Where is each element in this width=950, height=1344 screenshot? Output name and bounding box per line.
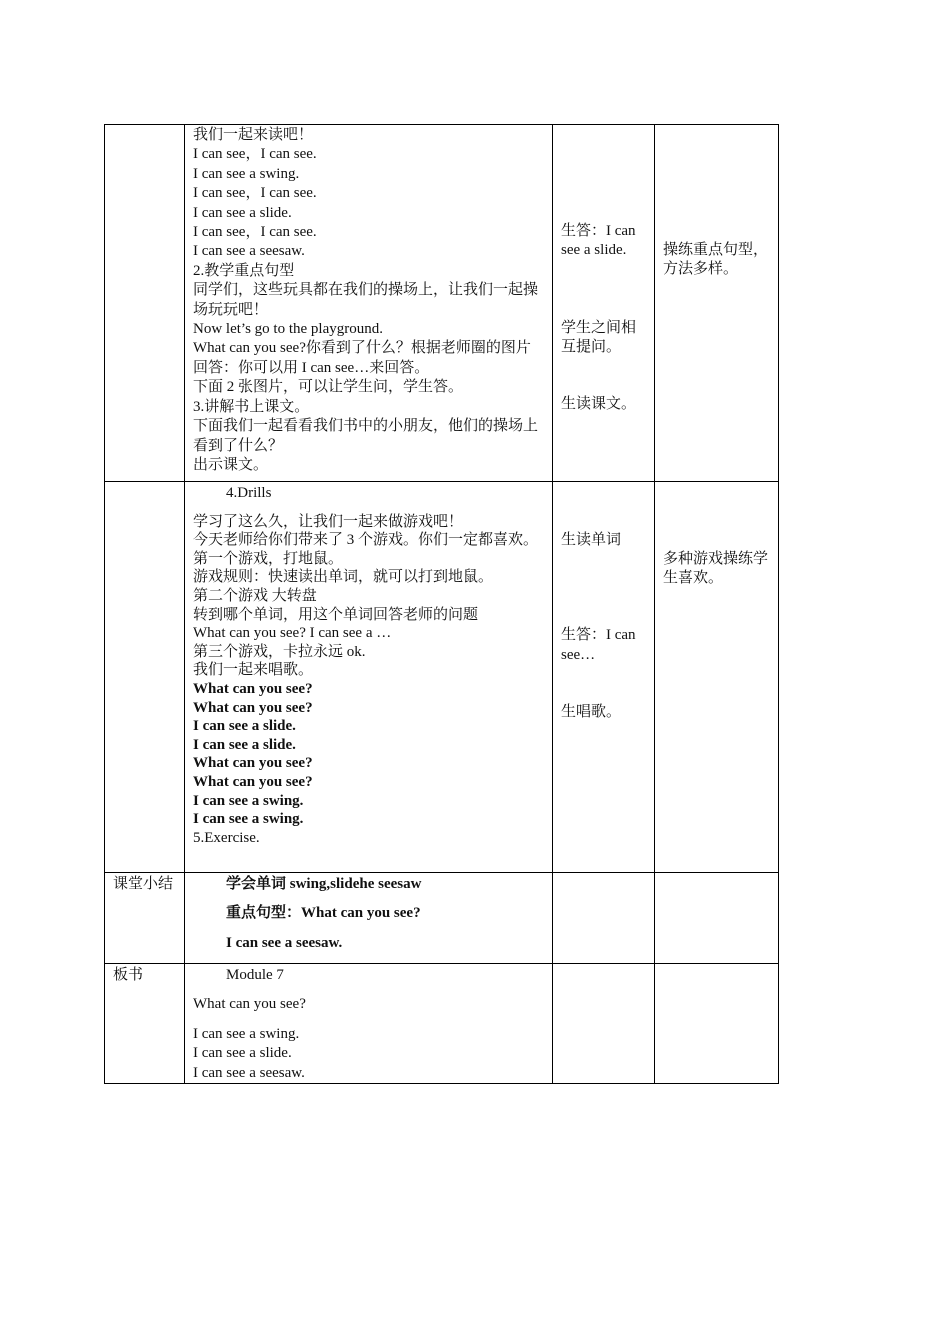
content-line: 出示课文。 [193, 456, 269, 473]
section-heading: 5.Exercise. [193, 829, 260, 846]
content-line: 我们一起来读吧！ [193, 127, 314, 143]
empty-cell [655, 873, 779, 964]
teaching-content-cell [185, 482, 553, 873]
blackboard-line: I can see a swing. [193, 1025, 300, 1042]
song-line: I can see a swing. [193, 792, 304, 809]
blackboard-cell [185, 964, 553, 1084]
student-note: 生读课文。 [561, 395, 637, 412]
song-line: What can you see? [193, 773, 313, 790]
content-line: I can see a slide. [193, 204, 292, 221]
blackboard-line: I can see a slide. [193, 1045, 292, 1062]
empty-cell [553, 873, 655, 964]
row-label-cell [105, 125, 185, 482]
section-heading: 2.教学重点句型 [193, 262, 295, 279]
design-purpose-cell [655, 482, 779, 873]
content-line: 下面我们一起看看我们书中的小朋友，他们的操场上看到了什么？ [193, 418, 539, 454]
content-line: 同学们，这些玩具都在我们的操场上，让我们一起操场玩玩吧！ [193, 282, 539, 318]
content-line: 游戏规则：快速读出单词，就可以打到地鼠。 [193, 569, 494, 586]
summary-line: I can see a seesaw. [226, 934, 343, 951]
teaching-content-cell [185, 125, 553, 482]
blackboard-line: I can see a seesaw. [193, 1064, 305, 1081]
student-activity-cell [553, 482, 655, 873]
student-activity-cell [553, 125, 655, 482]
content-line: Now let’s go to the playground. [193, 321, 383, 338]
content-line: 我们一起来唱歌。 [193, 662, 314, 679]
content-line: 学习了这么久，让我们一起来做游戏吧！ [193, 513, 464, 530]
section-heading: 4.Drills [226, 485, 272, 501]
row-label-cell: 板书 [105, 964, 185, 1084]
empty-cell [655, 964, 779, 1084]
song-line: What can you see? [193, 755, 313, 772]
song-line: I can see a slide. [193, 718, 296, 735]
content-line: What can you see? I can see a … [193, 625, 392, 642]
blackboard-line: Module 7 [226, 967, 284, 983]
content-line: 第三个游戏，卡拉永远 ok. [193, 643, 366, 660]
summary-line: 重点句型：What can you see? [226, 905, 421, 922]
song-line: What can you see? [193, 699, 313, 716]
table-row [105, 964, 779, 1084]
purpose-note: 操练重点句型，方法多样。 [663, 242, 769, 278]
empty-cell [553, 964, 655, 1084]
content-line: 下面 2 张图片，可以让学生问，学生答。 [193, 379, 464, 396]
content-line: 第二个游戏 大转盘 [193, 587, 317, 604]
design-purpose-cell [655, 125, 779, 482]
row-label-cell: 课堂小结 [105, 873, 185, 964]
section-heading: 3.讲解书上课文。 [193, 398, 310, 415]
student-note: 生答：I can see… [561, 627, 636, 663]
content-line: I can see a seesaw. [193, 243, 305, 260]
table-row [105, 125, 779, 482]
purpose-note: 多种游戏操练学生喜欢。 [663, 551, 769, 587]
summary-cell [185, 873, 553, 964]
student-note: 学生之间相互提问。 [561, 319, 637, 356]
song-line: I can see a slide. [193, 736, 296, 753]
song-line: I can see a swing. [193, 811, 304, 828]
song-line: What can you see? [193, 680, 313, 697]
table-row [105, 873, 779, 964]
content-line: 转到哪个单词，用这个单词回答老师的问题 [193, 606, 479, 623]
content-line: 今天老师给你们带来了 3 个游戏。你们一定都喜欢。 [193, 532, 539, 549]
student-note: 生唱歌。 [561, 704, 622, 721]
content-line: I can see a swing. [193, 165, 300, 182]
content-line: I can see，I can see. [193, 146, 317, 163]
content-line: I can see，I can see. [193, 224, 317, 241]
lesson-plan-table [104, 124, 779, 1084]
table-row [105, 482, 779, 873]
content-line: I can see，I can see. [193, 185, 317, 202]
blackboard-line: What can you see? [193, 996, 306, 1013]
content-line: What can you see?你看到了什么？根据老师圈的图片回答：你可以用 I can see…来回答。 [193, 340, 531, 376]
content-line: 第一个游戏，打地鼠。 [193, 550, 344, 567]
student-note: 生读单词 [561, 532, 622, 548]
student-note: 生答：I can see a slide. [561, 223, 636, 259]
row-label-cell [105, 482, 185, 873]
summary-line: 学会单词 swing,slidehe seesaw [226, 876, 422, 892]
